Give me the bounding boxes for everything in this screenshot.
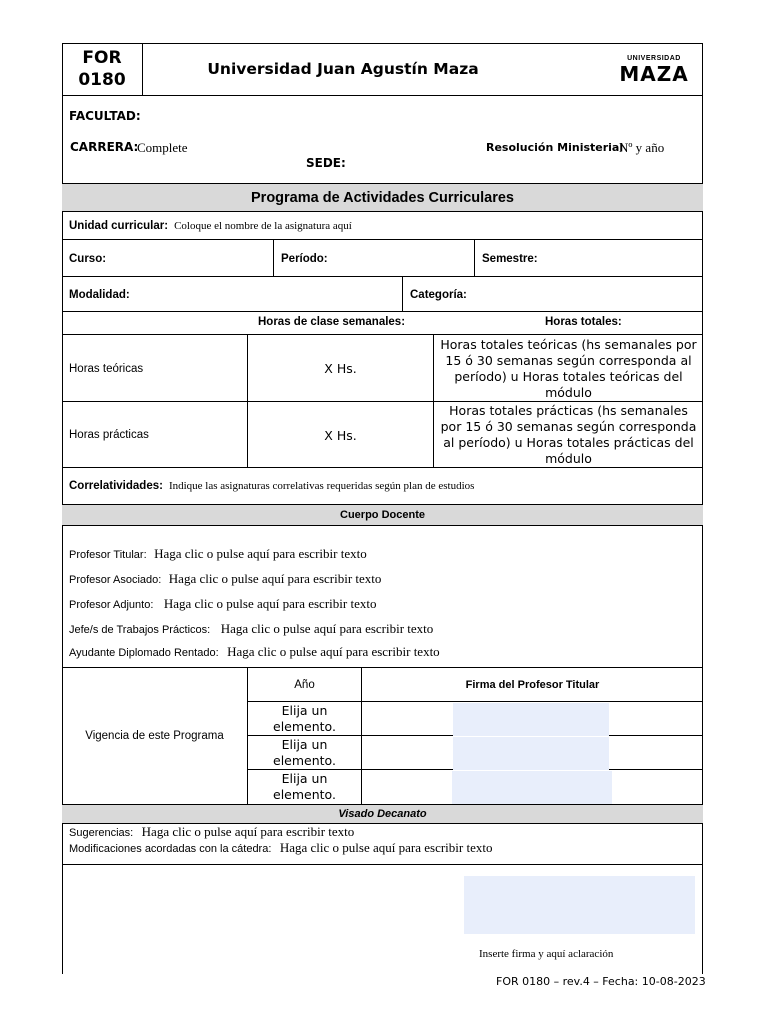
curso-label: Curso: [69, 252, 107, 265]
teoricas-value: X Hs. [324, 361, 357, 376]
docente-role-label: Profesor Asociado: [69, 574, 162, 586]
footer-revision: FOR 0180 – rev.4 – Fecha: 10-08-2023 [496, 975, 706, 988]
docente-input[interactable]: Haga clic o pulse aquí para escribir texto [154, 546, 367, 561]
carrera-label: CARRERA: [70, 140, 139, 154]
docente-role-label: Profesor Titular: [69, 549, 147, 561]
docente-input[interactable]: Haga clic o pulse aquí para escribir texto [163, 596, 377, 611]
cuerpo-docente-header [62, 505, 703, 526]
practicas-label-cell [62, 402, 248, 468]
unidad-label: Unidad curricular: [69, 219, 169, 232]
docente-line-ayudante [69, 643, 440, 661]
year-dropdown-text: Elija un elemento. [273, 736, 336, 768]
correlatividades-value[interactable]: Indique las asignaturas correlativas requeridas según plan de estudios [168, 480, 475, 492]
year-dropdown-text: Elija un elemento. [273, 771, 336, 802]
teoricas-total-cell[interactable] [434, 335, 703, 402]
modificaciones-label: Modificaciones acordadas con la cátedra: [69, 843, 272, 855]
semestre-cell[interactable] [475, 240, 703, 277]
form-code-line2: 0180 [78, 70, 126, 90]
docente-role-label: Jefe/s de Trabajos Prácticos: [69, 624, 211, 636]
docente-line-jtp [69, 620, 433, 638]
sugerencias-label: Sugerencias: [69, 827, 134, 839]
periodo-cell[interactable] [274, 240, 475, 277]
firma-header-cell [362, 668, 703, 702]
teoricas-label-cell [62, 335, 248, 402]
form-code-line1: FOR [82, 48, 122, 68]
year-header: Año [294, 678, 315, 691]
year-dropdown-text: Elija un elemento. [273, 702, 336, 734]
resolucion-value[interactable]: Nº y año [619, 140, 665, 155]
decanato-signature-field[interactable] [464, 876, 695, 934]
carrera-value[interactable]: Complete [137, 140, 188, 155]
sugerencias-input[interactable]: Haga clic o pulse aquí para escribir texto [141, 824, 355, 839]
program-title-bar [62, 184, 703, 212]
vigencia-label-cell [62, 668, 248, 804]
categoria-label: Categoría: [410, 288, 467, 301]
sede-label: SEDE: [306, 156, 346, 170]
year-header-cell [248, 668, 362, 702]
university-logo [614, 55, 694, 87]
firma-signature-field[interactable] [453, 703, 609, 736]
cuerpo-docente-title: Cuerpo Docente [340, 509, 425, 521]
periodo-label: Período: [281, 252, 328, 265]
hours-totales-header: Horas totales: [545, 316, 622, 328]
docente-line-adjunto [69, 595, 376, 613]
logo-small-text: UNIVERSIDAD [627, 55, 681, 62]
teoricas-total: Horas totales teóricas (hs semanales por 15 ó 30 semanas según corresponda al período) u Horas totales teóricas del módulo [440, 336, 697, 400]
docente-line-titular [69, 545, 367, 563]
practicas-value: X Hs. [324, 427, 357, 443]
firma-signature-field[interactable] [453, 737, 609, 770]
docente-line-asociado [69, 570, 381, 588]
teoricas-label: Horas teóricas [69, 362, 144, 375]
modalidad-label: Modalidad: [69, 288, 130, 301]
practicas-label: Horas prácticas [69, 429, 149, 441]
logo-big-text: MAZA [619, 62, 689, 86]
teoricas-value-cell[interactable] [248, 335, 434, 402]
correlatividades-label: Correlatividades: [69, 480, 163, 492]
docente-input[interactable]: Haga clic o pulse aquí para escribir texto [168, 571, 382, 586]
university-name: Universidad Juan Agustín Maza [207, 60, 479, 78]
docente-input[interactable]: Haga clic o pulse aquí para escribir texto [220, 621, 434, 636]
year-dropdown[interactable] [248, 702, 362, 736]
docente-role-label: Profesor Adjunto: [69, 599, 154, 611]
correlatividades-row [62, 468, 703, 505]
vigencia-label: Vigencia de este Programa [85, 730, 224, 742]
practicas-total-cell[interactable] [434, 402, 703, 468]
year-dropdown[interactable] [248, 736, 362, 770]
unidad-value[interactable]: Coloque el nombre de la asignatura aquí [174, 219, 352, 232]
firma-header: Firma del Profesor Titular [465, 678, 600, 691]
docente-role-label: Ayudante Diplomado Rentado: [69, 647, 219, 659]
facultad-label: FACULTAD: [69, 109, 141, 123]
modificaciones-line [69, 839, 492, 857]
resolucion-label: Resolución Ministerial [486, 141, 624, 154]
modalidad-cell[interactable] [62, 277, 403, 312]
year-dropdown[interactable] [248, 770, 362, 804]
form-code-box [62, 43, 143, 96]
modificaciones-input[interactable]: Haga clic o pulse aquí para escribir texto [279, 840, 493, 855]
visado-title: Visado Decanato [338, 808, 427, 820]
program-title: Programa de Actividades Curriculares [251, 189, 514, 206]
curso-cell[interactable] [62, 240, 274, 277]
practicas-value-cell[interactable] [248, 402, 434, 468]
categoria-cell[interactable] [403, 277, 703, 312]
firma-signature-field[interactable] [452, 771, 612, 804]
hours-semanales-header: Horas de clase semanales: [258, 316, 406, 328]
visado-header [62, 804, 703, 824]
unidad-row [62, 212, 703, 240]
semestre-label: Semestre: [482, 252, 538, 265]
practicas-total: Horas totales prácticas (hs semanales por 15 ó 30 semanas según corresponda al período) u Horas totales prácticas del módulo [440, 403, 697, 466]
docente-input[interactable]: Haga clic o pulse aquí para escribir texto [227, 644, 440, 659]
firma-caption: Inserte firma y aquí aclaración [479, 948, 614, 960]
